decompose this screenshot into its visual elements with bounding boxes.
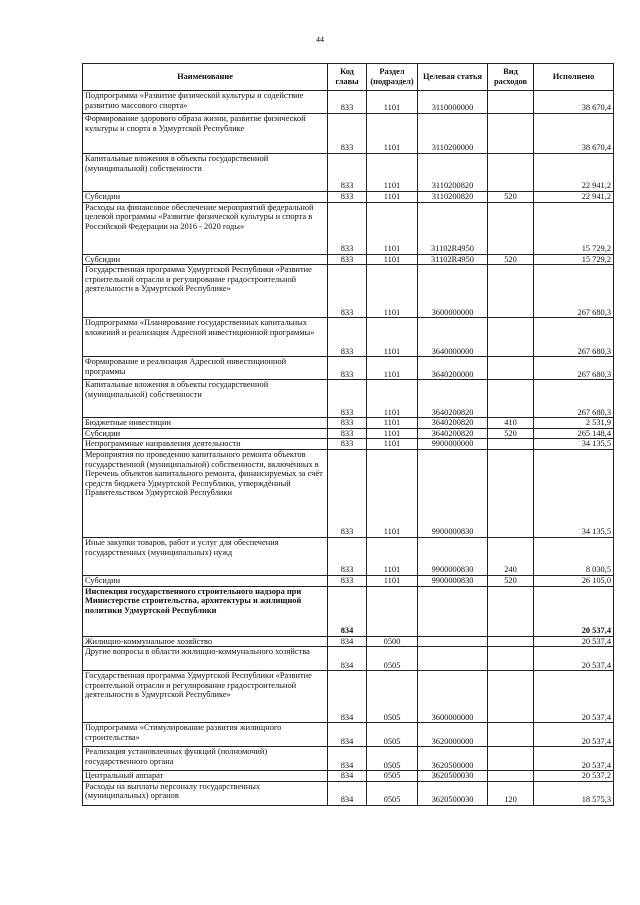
cell-section: 1101 bbox=[367, 449, 418, 537]
header-target-article: Целевая статья bbox=[418, 64, 488, 91]
cell-amount: 20 537,4 bbox=[534, 723, 614, 747]
cell-section: 1101 bbox=[367, 428, 418, 439]
cell-expense-type: 240 bbox=[488, 537, 534, 575]
cell-chapter-code: 833 bbox=[328, 449, 367, 537]
cell-expense-type bbox=[488, 91, 534, 114]
budget-table bbox=[82, 63, 614, 806]
cell-chapter-code: 833 bbox=[328, 537, 367, 575]
cell-expense-type bbox=[488, 265, 534, 318]
cell-chapter-code: 834 bbox=[328, 647, 367, 671]
cell-target-article: 3640200820 bbox=[418, 428, 488, 439]
cell-name: Субсидии bbox=[83, 254, 328, 265]
cell-expense-type: 410 bbox=[488, 418, 534, 429]
cell-expense-type bbox=[488, 357, 534, 380]
cell-expense-type bbox=[488, 449, 534, 537]
table-row bbox=[83, 428, 614, 439]
table-row bbox=[83, 318, 614, 357]
cell-expense-type: 520 bbox=[488, 428, 534, 439]
cell-chapter-code: 833 bbox=[328, 318, 367, 357]
cell-target-article: 3110200820 bbox=[418, 154, 488, 192]
table-row bbox=[83, 202, 614, 254]
cell-amount: 15 729,2 bbox=[534, 202, 614, 254]
cell-amount: 20 537,4 bbox=[534, 647, 614, 671]
cell-amount: 265 148,4 bbox=[534, 428, 614, 439]
cell-section: 1101 bbox=[367, 357, 418, 380]
table-row bbox=[83, 154, 614, 192]
cell-amount: 20 537,4 bbox=[534, 586, 614, 636]
header-amount: Исполнено bbox=[534, 64, 614, 91]
cell-name: Субсидии bbox=[83, 575, 328, 586]
cell-name: Формирование здорового образа жизни, развитие физической культуры и спорта в Удмуртской Республике bbox=[83, 114, 328, 154]
table-row bbox=[83, 265, 614, 318]
cell-chapter-code: 833 bbox=[328, 418, 367, 429]
cell-expense-type bbox=[488, 380, 534, 418]
cell-amount: 34 135,5 bbox=[534, 439, 614, 450]
table-row bbox=[83, 647, 614, 671]
cell-section: 1101 bbox=[367, 318, 418, 357]
cell-section bbox=[367, 586, 418, 636]
cell-section: 1101 bbox=[367, 114, 418, 154]
cell-chapter-code: 834 bbox=[328, 781, 367, 805]
cell-target-article: 3600000000 bbox=[418, 671, 488, 723]
cell-name: Субсидии bbox=[83, 428, 328, 439]
cell-amount: 22 941,2 bbox=[534, 154, 614, 192]
table-body bbox=[83, 91, 614, 806]
cell-expense-type: 520 bbox=[488, 254, 534, 265]
cell-chapter-code: 833 bbox=[328, 380, 367, 418]
cell-section: 1101 bbox=[367, 192, 418, 203]
table-row bbox=[83, 439, 614, 450]
cell-section: 1101 bbox=[367, 91, 418, 114]
cell-chapter-code: 833 bbox=[328, 202, 367, 254]
cell-chapter-code: 833 bbox=[328, 265, 367, 318]
cell-section: 0505 bbox=[367, 647, 418, 671]
cell-chapter-code: 833 bbox=[328, 192, 367, 203]
cell-amount: 38 670,4 bbox=[534, 114, 614, 154]
cell-section: 0505 bbox=[367, 781, 418, 805]
cell-expense-type bbox=[488, 636, 534, 647]
cell-target-article: 3640200820 bbox=[418, 380, 488, 418]
cell-name: Капитальные вложения в объекты государственной (муниципальной) собственности bbox=[83, 380, 328, 418]
header-expense-type: Вид расходов bbox=[488, 64, 534, 91]
table-row bbox=[83, 114, 614, 154]
cell-section: 1101 bbox=[367, 575, 418, 586]
cell-name: Мероприятия по проведению капитального ремонта объектов государственной (муниципальной) собственности, включённых в Перечень объектов капитального ремонта, финансируемых за счёт средств бюджета Удмуртской Республики, утверждённый Правительством Удмуртской Республики bbox=[83, 449, 328, 537]
cell-target-article: 9900000830 bbox=[418, 537, 488, 575]
cell-name: Бюджетные инвестиции bbox=[83, 418, 328, 429]
cell-amount: 38 670,4 bbox=[534, 91, 614, 114]
cell-target-article bbox=[418, 586, 488, 636]
cell-chapter-code: 834 bbox=[328, 586, 367, 636]
cell-target-article bbox=[418, 647, 488, 671]
cell-section: 1101 bbox=[367, 202, 418, 254]
cell-target-article: 3640200820 bbox=[418, 418, 488, 429]
table-row bbox=[83, 91, 614, 114]
cell-name: Государственная программа Удмуртской Республики «Развитие строительной отрасли и регулирование градостроительной деятельности в Удмуртской Республике» bbox=[83, 671, 328, 723]
cell-section: 1101 bbox=[367, 265, 418, 318]
table-row bbox=[83, 449, 614, 537]
cell-target-article: 31102R4950 bbox=[418, 202, 488, 254]
cell-expense-type bbox=[488, 586, 534, 636]
cell-section: 0505 bbox=[367, 747, 418, 771]
table-row bbox=[83, 586, 614, 636]
cell-section: 0505 bbox=[367, 671, 418, 723]
cell-amount: 22 941,2 bbox=[534, 192, 614, 203]
header-name: Наименование bbox=[83, 64, 328, 91]
cell-amount: 20 537,4 bbox=[534, 747, 614, 771]
cell-amount: 20 537,4 bbox=[534, 636, 614, 647]
cell-name: Подпрограмма «Развитие физической культуры и содействие развитию массового спорта» bbox=[83, 91, 328, 114]
table-row bbox=[83, 537, 614, 575]
cell-expense-type bbox=[488, 439, 534, 450]
cell-expense-type bbox=[488, 747, 534, 771]
cell-expense-type: 120 bbox=[488, 781, 534, 805]
cell-expense-type: 520 bbox=[488, 575, 534, 586]
cell-name: Формирование и реализация Адресной инвестиционной программы bbox=[83, 357, 328, 380]
cell-expense-type bbox=[488, 318, 534, 357]
table-row bbox=[83, 771, 614, 782]
cell-section: 1101 bbox=[367, 254, 418, 265]
cell-expense-type bbox=[488, 723, 534, 747]
cell-amount: 267 680,3 bbox=[534, 318, 614, 357]
table-row bbox=[83, 254, 614, 265]
cell-target-article: 3620000000 bbox=[418, 723, 488, 747]
cell-chapter-code: 834 bbox=[328, 747, 367, 771]
cell-target-article: 31102R4950 bbox=[418, 254, 488, 265]
cell-chapter-code: 833 bbox=[328, 428, 367, 439]
cell-name: Другие вопросы в области жилищно-коммунального хозяйства bbox=[83, 647, 328, 671]
cell-expense-type bbox=[488, 154, 534, 192]
cell-name: Подпрограмма «Планирование государственных капитальных вложений и реализация Адресной инвестиционной программы» bbox=[83, 318, 328, 357]
cell-target-article: 3640000000 bbox=[418, 318, 488, 357]
cell-name: Субсидии bbox=[83, 192, 328, 203]
header-section: Раздел (подраздел) bbox=[367, 64, 418, 91]
cell-target-article: 3110200000 bbox=[418, 114, 488, 154]
cell-target-article: 3110200820 bbox=[418, 192, 488, 203]
table-row bbox=[83, 575, 614, 586]
cell-amount: 267 680,3 bbox=[534, 265, 614, 318]
cell-target-article: 3620500000 bbox=[418, 747, 488, 771]
cell-target-article: 3640200000 bbox=[418, 357, 488, 380]
cell-name: Расходы на финансовое обеспечение мероприятий федеральной целевой программы «Развитие физической культуры и спорта в Российской Федерации на 2016 - 2020 годы» bbox=[83, 202, 328, 254]
table-row bbox=[83, 747, 614, 771]
cell-section: 1101 bbox=[367, 154, 418, 192]
cell-name: Подпрограмма «Стимулирование развития жилищного строительства» bbox=[83, 723, 328, 747]
cell-name: Центральный аппарат bbox=[83, 771, 328, 782]
cell-chapter-code: 833 bbox=[328, 114, 367, 154]
cell-name: Иные закупки товаров, работ и услуг для обеспечения государственных (муниципальных) нужд bbox=[83, 537, 328, 575]
cell-amount: 267 680,3 bbox=[534, 380, 614, 418]
cell-amount: 34 135,5 bbox=[534, 449, 614, 537]
cell-chapter-code: 833 bbox=[328, 254, 367, 265]
cell-expense-type bbox=[488, 671, 534, 723]
page-number: 44 bbox=[316, 35, 324, 44]
cell-amount: 15 729,2 bbox=[534, 254, 614, 265]
cell-section: 0500 bbox=[367, 636, 418, 647]
table-row bbox=[83, 380, 614, 418]
cell-section: 1101 bbox=[367, 439, 418, 450]
cell-amount: 20 537,2 bbox=[534, 771, 614, 782]
cell-chapter-code: 834 bbox=[328, 771, 367, 782]
cell-amount: 2 531,9 bbox=[534, 418, 614, 429]
table-row bbox=[83, 723, 614, 747]
table-row bbox=[83, 636, 614, 647]
cell-chapter-code: 833 bbox=[328, 91, 367, 114]
table-row bbox=[83, 357, 614, 380]
cell-amount: 8 030,5 bbox=[534, 537, 614, 575]
cell-name: Реализация установленных функций (полномочий) государственного органа bbox=[83, 747, 328, 771]
cell-chapter-code: 833 bbox=[328, 154, 367, 192]
cell-expense-type bbox=[488, 202, 534, 254]
cell-target-article bbox=[418, 636, 488, 647]
cell-amount: 267 680,3 bbox=[534, 357, 614, 380]
cell-chapter-code: 833 bbox=[328, 439, 367, 450]
table-row bbox=[83, 671, 614, 723]
cell-name: Инспекция государственного строительного надзора при Министерстве строительства, архитектуры и жилищной политики Удмуртской Республики bbox=[83, 586, 328, 636]
cell-name: Государственная программа Удмуртской Республики «Развитие строительной отрасли и регулирование градостроительной деятельности в Удмуртской Республике» bbox=[83, 265, 328, 318]
cell-section: 1101 bbox=[367, 380, 418, 418]
cell-section: 0505 bbox=[367, 723, 418, 747]
cell-section: 1101 bbox=[367, 418, 418, 429]
cell-name: Расходы на выплаты персоналу государственных (муниципальных) органов bbox=[83, 781, 328, 805]
cell-target-article: 3620500030 bbox=[418, 781, 488, 805]
cell-expense-type bbox=[488, 771, 534, 782]
cell-chapter-code: 834 bbox=[328, 723, 367, 747]
cell-target-article: 9900000830 bbox=[418, 449, 488, 537]
cell-name: Жилищно-коммунальное хозяйство bbox=[83, 636, 328, 647]
cell-target-article: 3600000000 bbox=[418, 265, 488, 318]
cell-target-article: 3110000000 bbox=[418, 91, 488, 114]
cell-chapter-code: 834 bbox=[328, 636, 367, 647]
table-row bbox=[83, 418, 614, 429]
cell-section: 1101 bbox=[367, 537, 418, 575]
cell-target-article: 9900000000 bbox=[418, 439, 488, 450]
cell-name: Капитальные вложения в объекты государственной (муниципальной) собственности bbox=[83, 154, 328, 192]
cell-section: 0505 bbox=[367, 771, 418, 782]
cell-expense-type bbox=[488, 647, 534, 671]
cell-name: Непрограммные направления деятельности bbox=[83, 439, 328, 450]
cell-amount: 26 105,0 bbox=[534, 575, 614, 586]
cell-chapter-code: 834 bbox=[328, 671, 367, 723]
header-chapter-code: Код главы bbox=[328, 64, 367, 91]
table-row bbox=[83, 192, 614, 203]
cell-amount: 20 537,4 bbox=[534, 671, 614, 723]
cell-chapter-code: 833 bbox=[328, 575, 367, 586]
cell-target-article: 3620500030 bbox=[418, 771, 488, 782]
cell-amount: 18 575,3 bbox=[534, 781, 614, 805]
cell-expense-type bbox=[488, 114, 534, 154]
cell-target-article: 9900000830 bbox=[418, 575, 488, 586]
cell-chapter-code: 833 bbox=[328, 357, 367, 380]
cell-expense-type: 520 bbox=[488, 192, 534, 203]
table-header-row bbox=[83, 64, 614, 91]
table-row bbox=[83, 781, 614, 805]
